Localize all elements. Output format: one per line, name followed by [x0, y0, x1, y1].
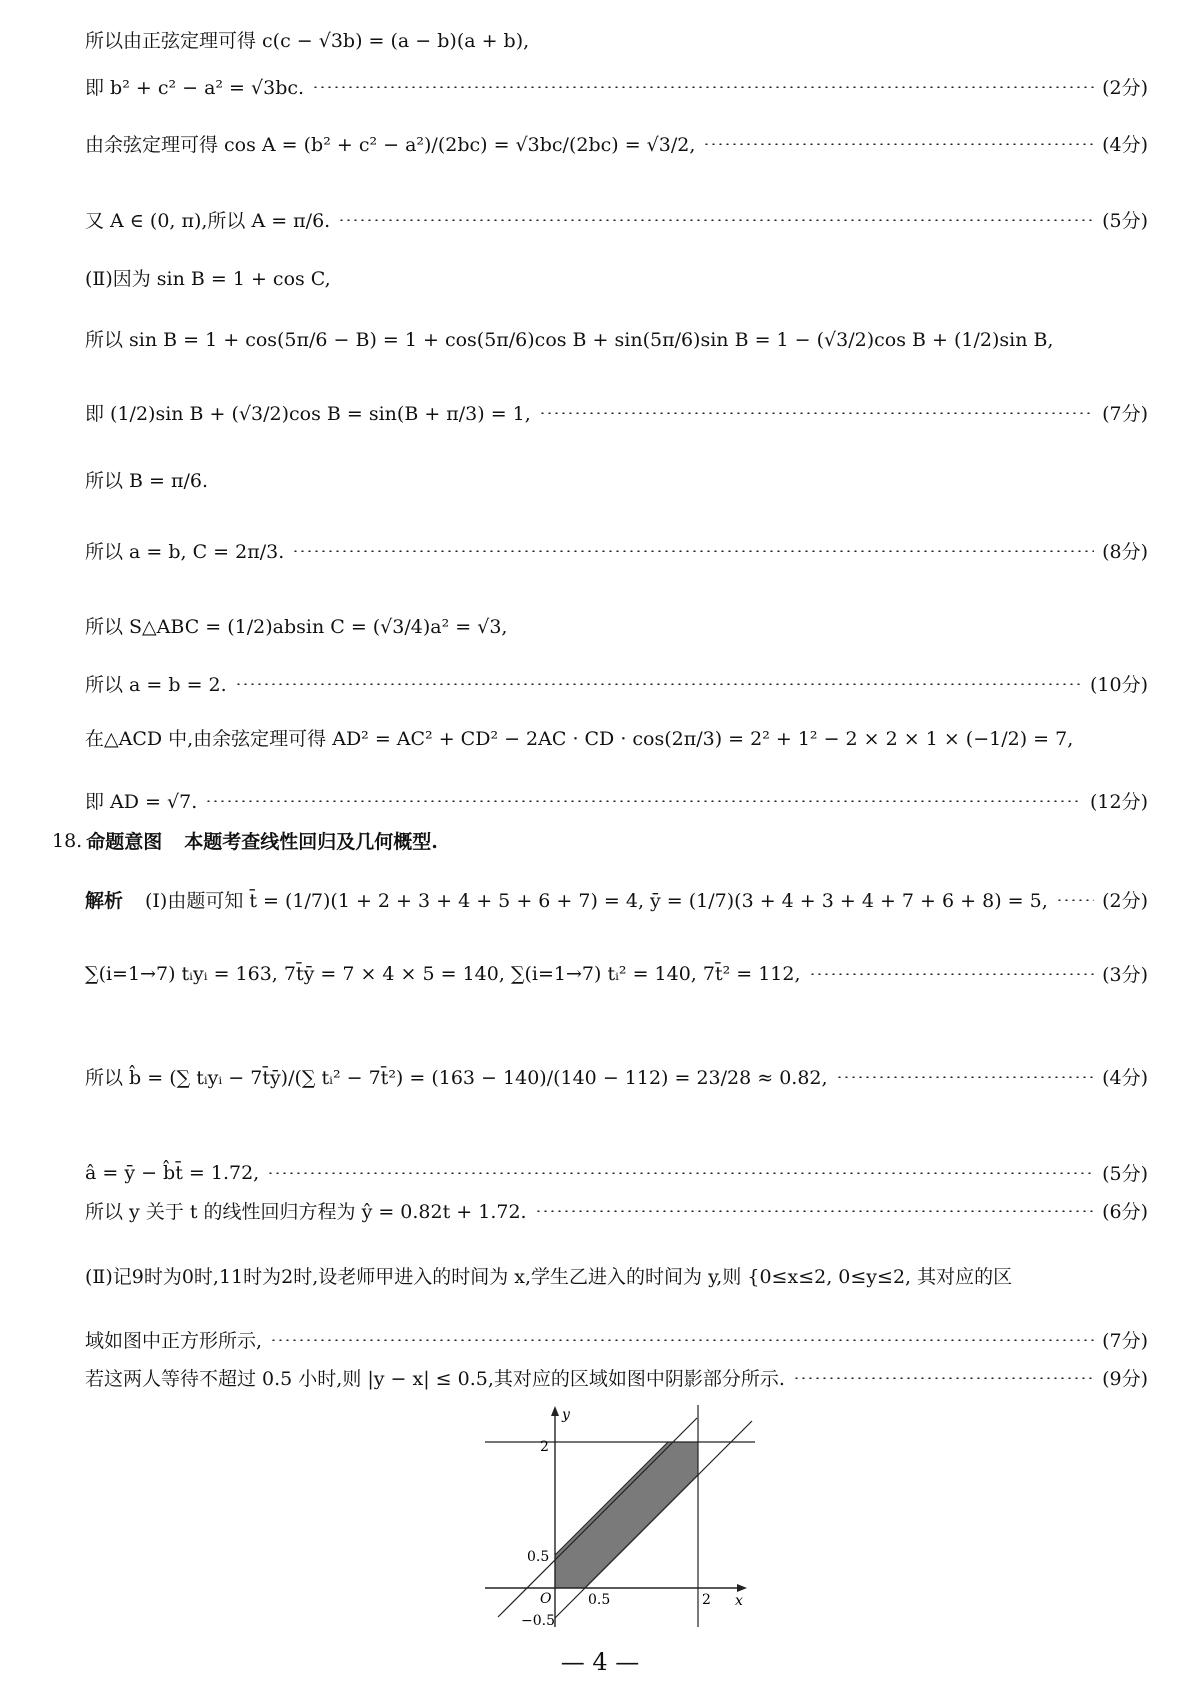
score-label: (12分)	[1089, 791, 1148, 813]
score-label: (9分)	[1102, 1368, 1148, 1390]
solution-line-12: 在△ACD 中,由余弦定理可得 AD² = AC² + CD² − 2AC · CD · cos(2π/3) = 2² + 1² − 2 × 2 × 1 × (−1/2) = 7,	[85, 728, 1074, 750]
leader-dots	[205, 800, 1082, 802]
score-label: (2分)	[1102, 890, 1148, 912]
leader-dots	[312, 86, 1094, 88]
score-label: (3分)	[1102, 964, 1148, 986]
line-y-eq-x-plus-half	[498, 1418, 697, 1617]
q18-line-3: 所以 b̂ = (∑ tᵢyᵢ − 7t̄ȳ)/(∑ tᵢ² − 7t̄²) = (163 − 140)/(140 − 112) = 23/28 ≈ 0.82, (4分)	[85, 1063, 1148, 1090]
score-label: (8分)	[1102, 541, 1148, 563]
q18-line-1: 解析 (Ⅰ)由题可知 t̄ = (1/7)(1 + 2 + 3 + 4 + 5 + 6 + 7) = 4, ȳ = (1/7)(3 + 4 + 3 + 4 + 7 + 6 + 8) = 5, (2分)	[85, 886, 1148, 913]
y-axis-label: y	[562, 1407, 570, 1423]
analysis-label: 解析	[85, 890, 124, 912]
q18-line-8: 若这两人等待不超过 0.5 小时,则 |y − x| ≤ 0.5,其对应的区域如图中阴影部分所示. (9分)	[85, 1364, 1148, 1391]
leader-dots	[270, 1339, 1094, 1341]
solution-line-7: 即 (1/2)sin B + (√3/2)cos B = sin(B + π/3) = 1, (7分)	[85, 399, 1148, 426]
shaded-region	[555, 1442, 698, 1588]
solution-line-8: 所以 B = π/6.	[85, 470, 209, 492]
leader-dots	[535, 1210, 1094, 1212]
q18-line-4: â = ȳ − b̂t̄ = 1.72, (5分)	[85, 1159, 1148, 1186]
score-label: (7分)	[1102, 1330, 1148, 1352]
question-18-heading	[52, 827, 1148, 854]
score-label: (7分)	[1102, 403, 1148, 425]
solution-line-11: 所以 a = b = 2. (10分)	[85, 670, 1148, 697]
q18-line-2: ∑(i=1→7) tᵢyᵢ = 163, 7t̄ȳ = 7 × 4 × 5 = 140, ∑(i=1→7) tᵢ² = 140, 7t̄² = 112, (3分)	[85, 960, 1148, 987]
score-label: (4分)	[1102, 134, 1148, 156]
leader-dots	[292, 550, 1094, 552]
leader-dots	[836, 1076, 1095, 1078]
q18-line-6: (Ⅱ)记9时为0时,11时为2时,设老师甲进入的时间为 x,学生乙进入的时间为 y,则 {0≤x≤2, 0≤y≤2, 其对应的区	[85, 1266, 1013, 1288]
solution-line-9: 所以 a = b, C = 2π/3. (8分)	[85, 537, 1148, 564]
solution-line-10: 所以 S△ABC = (1/2)absin C = (√3/4)a² = √3,	[85, 616, 508, 638]
score-label: (5分)	[1102, 210, 1148, 232]
score-label: (5分)	[1102, 1163, 1148, 1185]
leader-dots	[539, 412, 1094, 414]
x-tick-2: 2	[702, 1592, 711, 1608]
solution-line-13: 即 AD = √7. (12分)	[85, 787, 1148, 814]
score-label: (4分)	[1102, 1067, 1148, 1089]
solution-line-3: 由余弦定理可得 cos A = (b² + c² − a²)/(2bc) = √3bc/(2bc) = √3/2, (4分)	[85, 130, 1148, 157]
solution-line-5: (Ⅱ)因为 sin B = 1 + cos C,	[85, 268, 331, 290]
solution-line-4: 又 A ∈ (0, π),所以 A = π/6. (5分)	[85, 206, 1148, 233]
leader-dots	[1056, 899, 1094, 901]
probability-region-figure	[485, 1405, 755, 1629]
x-axis-arrow	[737, 1584, 747, 1592]
y-tick-neg-0-5: −0.5	[521, 1613, 555, 1629]
q18-line-7: 域如图中正方形所示, (7分)	[85, 1326, 1148, 1353]
q18-line-5: 所以 y 关于 t 的线性回归方程为 ŷ = 0.82t + 1.72. (6分)	[85, 1197, 1148, 1224]
leader-dots	[809, 973, 1095, 975]
y-tick-0-5: 0.5	[527, 1549, 550, 1565]
origin-label: O	[540, 1591, 552, 1607]
score-label: (2分)	[1102, 77, 1148, 99]
solution-line-2: 即 b² + c² − a² = √3bc. (2分)	[85, 73, 1148, 100]
score-label: (6分)	[1102, 1201, 1148, 1223]
leader-dots	[793, 1377, 1094, 1379]
page-number: — 4 —	[560, 1648, 640, 1676]
leader-dots	[338, 219, 1094, 221]
solution-line-1: 所以由正弦定理可得 c(c − √3b) = (a − b)(a + b),	[85, 30, 530, 52]
x-axis-label: x	[735, 1593, 743, 1609]
leader-dots	[267, 1172, 1094, 1174]
question-number: 18.	[52, 829, 83, 852]
question-intent-label: 命题意图	[86, 831, 163, 853]
x-tick-0-5: 0.5	[588, 1592, 611, 1608]
leader-dots	[703, 143, 1094, 145]
question-intent-text: 本题考查线性回归及几何概型.	[184, 831, 438, 853]
score-label: (10分)	[1089, 674, 1148, 696]
leader-dots	[235, 683, 1082, 685]
y-axis-arrow	[551, 1406, 559, 1416]
y-tick-2: 2	[540, 1439, 549, 1455]
solution-line-6: 所以 sin B = 1 + cos(5π/6 − B) = 1 + cos(5π/6)cos B + sin(5π/6)sin B = 1 − (√3/2)cos B + (1/2)sin B,	[85, 329, 1054, 351]
